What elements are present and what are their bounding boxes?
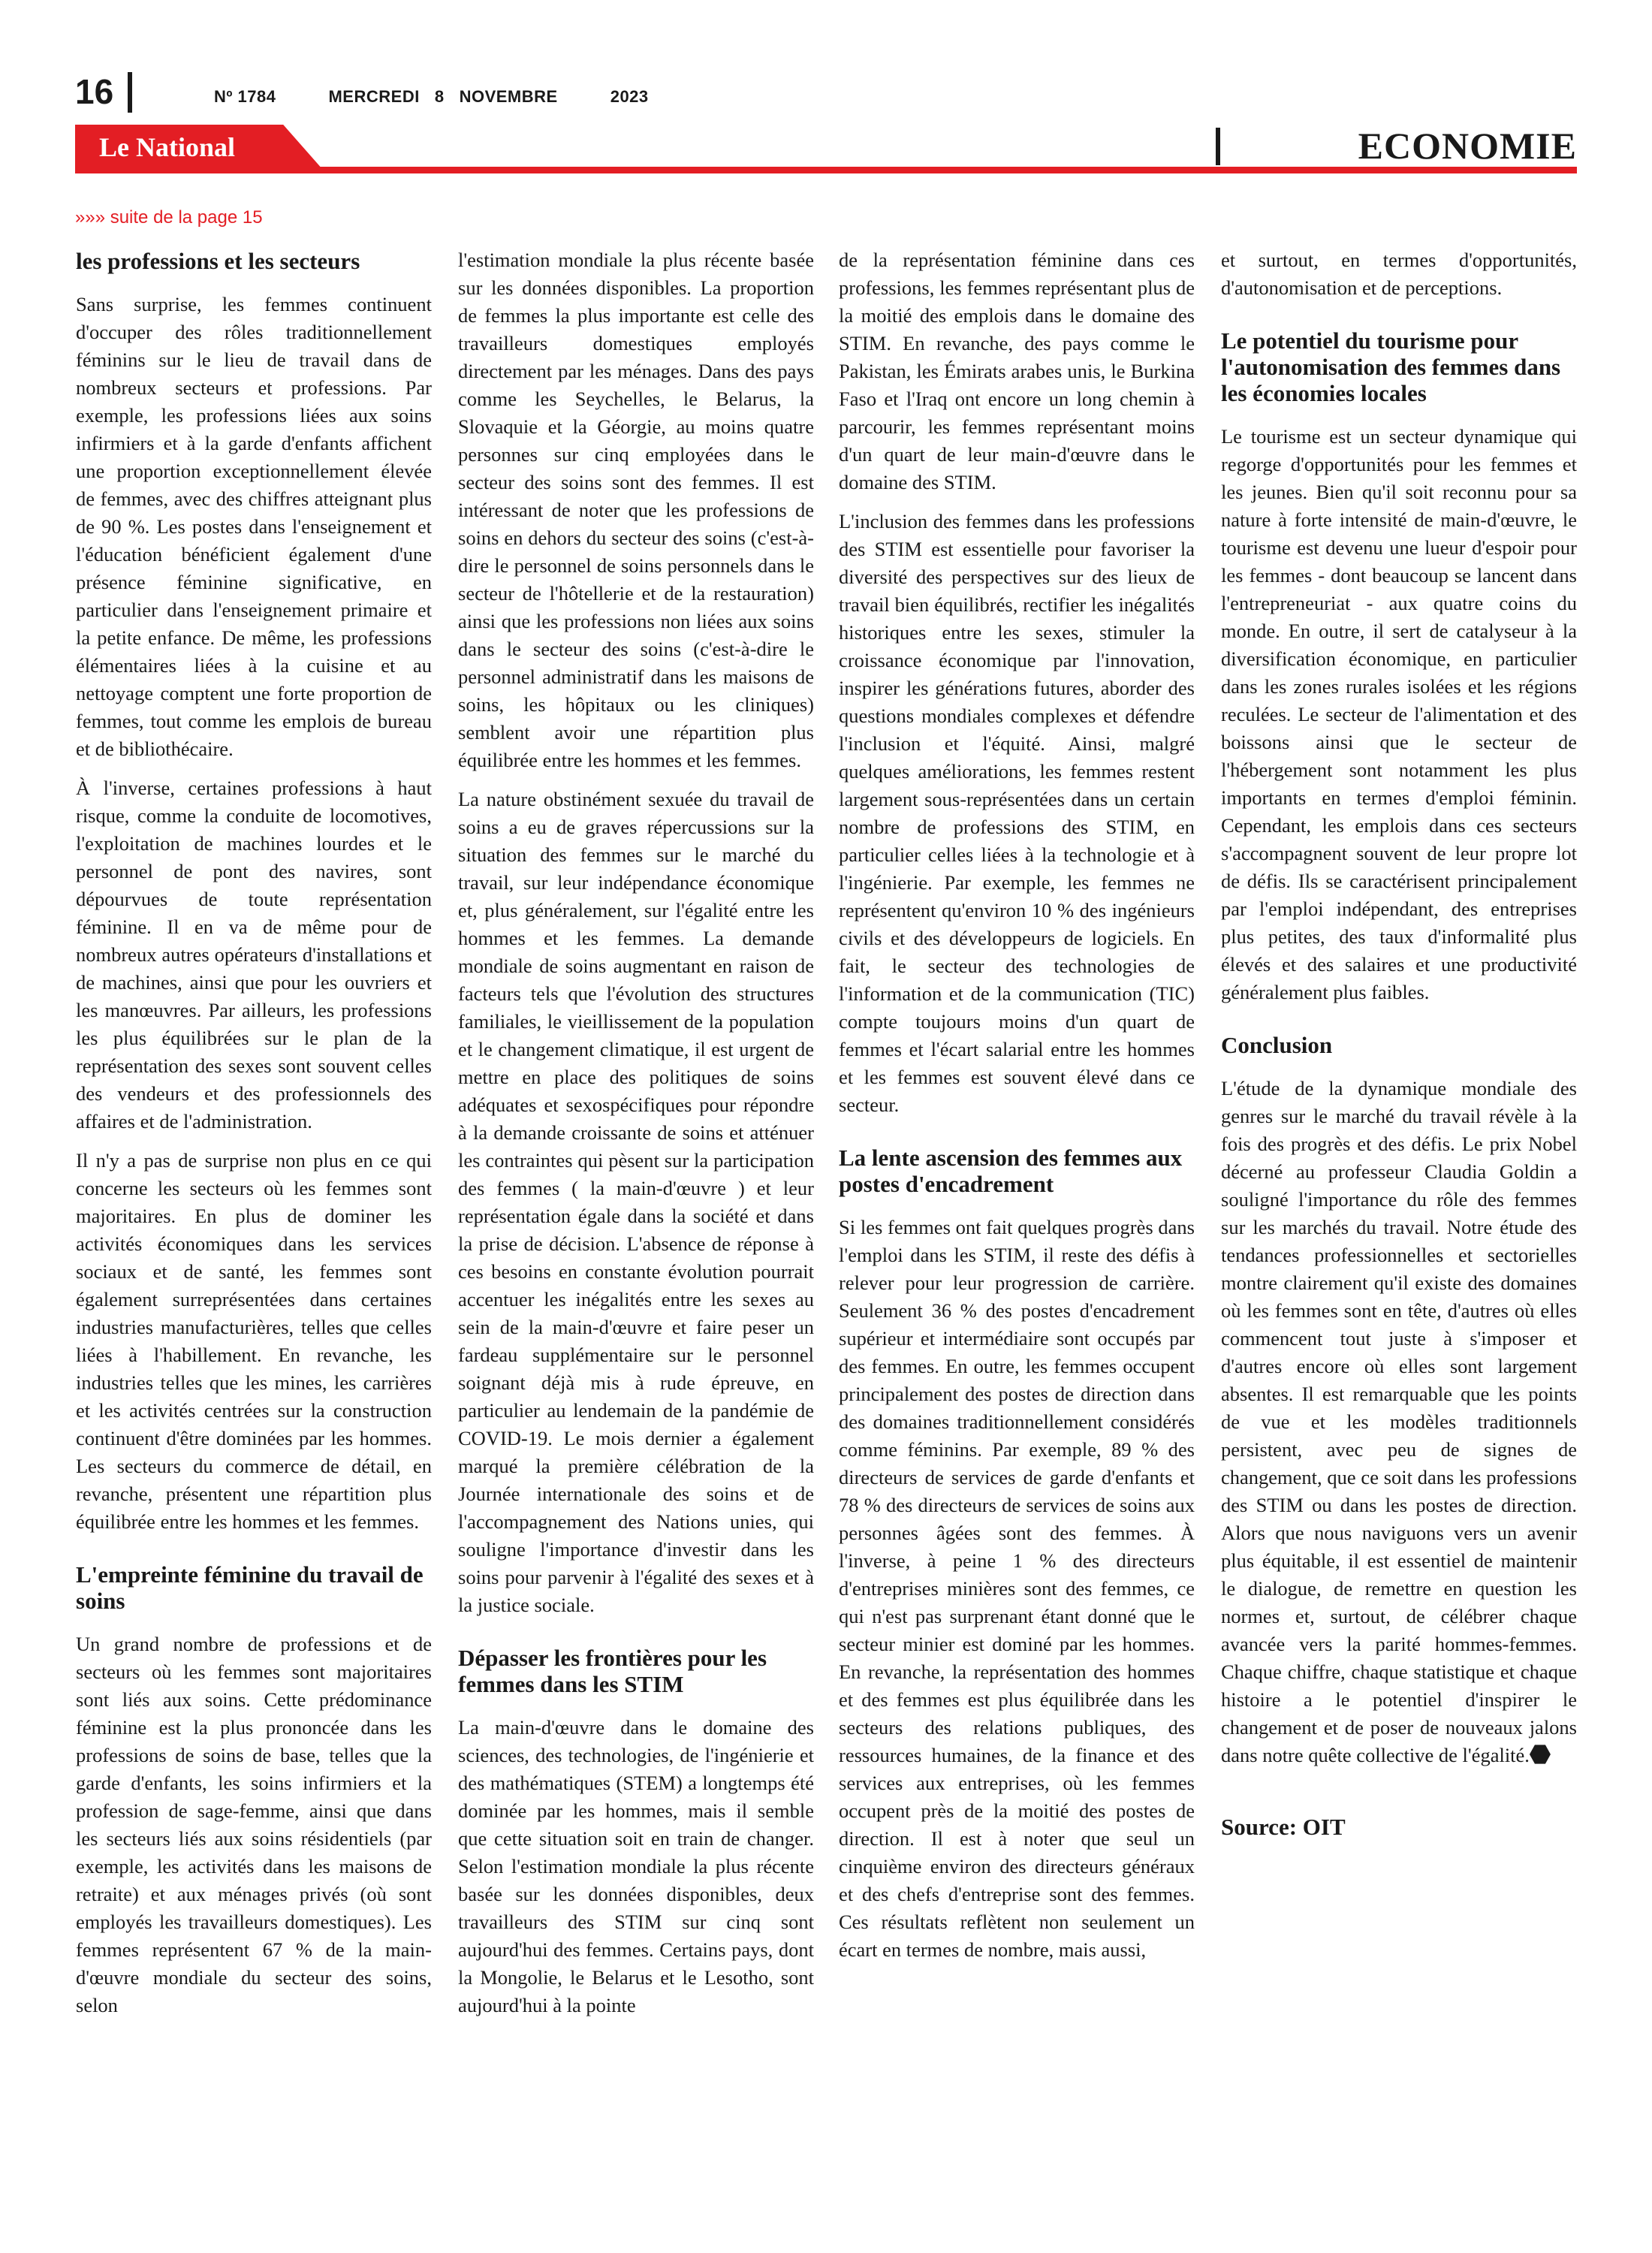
article-column-4 (1221, 246, 1577, 1841)
header-rule (75, 167, 1577, 173)
article-column-2 (458, 246, 814, 2031)
conclusion-text: L'étude de la dynamique mondiale des genres sur le marché du travail révèle à la fois des progrès et des défis. Le prix Nobel décerné au professeur Claudia Goldin a souligné l'importance du rôle des femmes sur les marchés du travail. Notre étude des tendances professionnelles et sectorielles montre clairement qu'il existe des domaines où les femmes sont en tête, d'autres où elles commencent tout juste à s'imposer et d'autres encore où elles sont largement absentes. Il est remarquable que les points de vue et les modèles traditionnels persistent, avec peu de signes de changement, que ce soit dans les professions des STIM ou dans les postes de direction. Alors que nous naviguons vers un avenir plus équitable, il est essentiel de maintenir le dialogue, de remettre en question les normes et, surtout, de célébrer chaque avancée vers la parité hommes-femmes. Chaque chiffre, chaque statistique et chaque histoire a le potentiel d'inspirer le changement et de poser de nouveaux jalons dans notre quête collective de l'égalité. (1221, 1077, 1577, 1766)
issue-date-number: 8 (434, 87, 445, 106)
subheading-management: La lente ascension des femmes aux postes d'encadrement (839, 1145, 1183, 1197)
paragraph: l'estimation mondiale la plus récente basée sur les données disponibles. La proportion de femmes la plus importante est celle des travailleurs domestiques employés directement par les ménages. Dans des pays comme les Seychelles, le Belarus, la Slovaquie et la Géorgie, au moins quatre personnes sur cinq employées dans le secteur des soins sont des femmes. Il est intéressant de noter que les professions de soins en dehors du secteur des soins (c'est-à-dire le personnel de soins personnels dans le secteur de l'hôtellerie et de la restauration) ainsi que les professions non liées aux soins dans le secteur des soins (c'est-à-dire le personnel administratif dans les maisons de soins, les hôpitaux ou les cliniques) semblent avoir une répartition plus équilibrée entre les hommes et les femmes. (458, 249, 814, 771)
issue-month: NOVEMBRE (459, 87, 558, 106)
paragraph: de la représentation féminine dans ces professions, les femmes représentant plus de la moitié des emplois dans le domaine des STIM. En revanche, des pays comme le Pakistan, les Émirats arabes unis, le Burkina Faso et l'Iraq ont encore un long chemin à parcourir, les femmes représentant moins d'un quart de leur main-d'œuvre dans le domaine des STIM. (839, 249, 1195, 493)
article-source: Source: OIT (1221, 1814, 1346, 1840)
section-divider (1216, 128, 1220, 165)
issue-year: 2023 (610, 87, 649, 106)
subheading-stem: Dépasser les frontières pour les femmes dans les STIM (458, 1645, 767, 1697)
issue-number: Nº 1784 (214, 87, 276, 106)
subheading-professions: les professions et les secteurs (76, 248, 360, 274)
page-number-divider (128, 72, 132, 113)
paragraph: Sans surprise, les femmes continuent d'occuper des rôles traditionnellement féminins sur le lieu de travail dans de nombreux secteurs et professions. Par exemple, les professions liées aux soins infirmiers et à la garde d'enfants affichent une proportion exceptionnellement élevée de femmes, avec des chiffres atteignant plus de 90 %. Les postes dans l'enseignement et l'éducation bénéficient également d'une présence féminine significative, en particulier dans l'enseignement primaire et la petite enfance. De même, les professions élémentaires liées à la cuisine et au nettoyage comptent une forte proportion de femmes, tout comme les emplois de bureau et de bibliothécaire. (76, 293, 432, 760)
continued-from-note: »»» suite de la page 15 (75, 207, 263, 228)
subheading-care-work: L'empreinte féminine du travail de soins (76, 1561, 424, 1614)
paragraph: L'inclusion des femmes dans les professions des STIM est essentielle pour favoriser la diversité des perspectives sur des lieux de travail bien équilibrés, rectifier les inégalités historiques entre les sexes, stimuler la croissance économique par l'innovation, inspirer les générations futures, aborder des questions mondiales complexes et défendre l'inclusion et l'équité. Ainsi, malgré quelques améliorations, les femmes restent largement sous-représentées dans un certain nombre de professions des STIM, en particulier celles liées à la technologie et à l'ingénierie. Par exemple, les femmes ne représentent qu'environ 10 % des ingénieurs civils et des développeurs de logiciels. En fait, le secteur des technologies de l'information et de la communication (TIC) compte toujours moins d'un quart de femmes et l'écart salarial entre les hommes et les femmes est souvent élevé dans ce secteur. (839, 510, 1195, 1116)
article-column-3 (839, 246, 1195, 1975)
paragraph: La main-d'œuvre dans le domaine des sciences, des technologies, de l'ingénierie et des mathématiques (STEM) a longtemps été dominée par les hommes, mais il semble que cette situation soit en train de changer. Selon l'estimation mondiale la plus récente basée sur les données disponibles, deux travailleurs des STIM sur cinq sont aujourd'hui des femmes. Certains pays, dont la Mongolie, le Belarus et le Lesotho, sont aujourd'hui à la pointe (458, 1716, 814, 2016)
paragraph: et surtout, en termes d'opportunités, d'autonomisation et de perceptions. (1221, 249, 1577, 299)
subheading-tourism: Le potentiel du tourisme pour l'autonomisation des femmes dans les économies locales (1221, 327, 1561, 406)
end-of-article-icon (1530, 1744, 1551, 1765)
paragraph: À l'inverse, certaines professions à haut risque, comme la conduite de locomotives, l'exploitation de machines lourdes et le personnel de pont des navires, sont dépourvues de toute représentation féminine. Il en va de même pour de nombreux autres opérateurs d'installations et de machines, ainsi que pour les ouvriers et les manœuvres. Par ailleurs, les professions les plus équilibrées sur le plan de la représentation des sexes sont souvent celles des vendeurs et des professionnels des affaires et de l'administration. (76, 777, 432, 1133)
paragraph: Il n'y a pas de surprise non plus en ce qui concerne les secteurs où les femmes sont majoritaires. En plus de dominer les activités économiques dans les services sociaux et de santé, les femmes sont également surreprésentées dans certaines industries manufacturières, telles que celles liées à l'habillement. En revanche, les industries telles que les mines, les carrières et les activités centrées sur la construction continuent d'être dominées par les hommes. Les secteurs du commerce de détail, en revanche, présentent une répartition plus équilibrée entre les hommes et les femmes. (76, 1149, 432, 1533)
page-number: 16 (75, 72, 114, 111)
subheading-conclusion: Conclusion (1221, 1032, 1333, 1058)
issue-info (214, 87, 701, 107)
paragraph: La nature obstinément sexuée du travail de soins a eu de graves répercussions sur la situation des femmes sur le marché du travail, sur leur indépendance économique et, plus généralement, sur l'égalité entre les hommes et les femmes. La demande mondiale de soins augmentant en raison de facteurs tels que l'évolution des structures familiales, le vieillissement de la population et le changement climatique, il est urgent de mettre en place des politiques de soins adéquates et sexospécifiques pour répondre à la demande croissante de soins et atténuer les contraintes qui pèsent sur la participation des femmes ( la main-d'œuvre ) et leur représentation égale dans la société et dans la prise de décision. L'absence de réponse à ces besoins en constante évolution pourrait accentuer les inégalités entre les sexes au sein de la main-d'œuvre et faire peser un fardeau supplémentaire sur le personnel soignant déjà mis à rude épreuve, en particulier au lendemain de la pandémie de COVID-19. Le mois dernier a également marqué la première célébration de la Journée internationale des soins et de l'accompagnement des Nations unies, qui souligne l'importance d'investir dans les soins pour parvenir à l'égalité des sexes et à la justice sociale. (458, 788, 814, 1616)
paragraph: Le tourisme est un secteur dynamique qui regorge d'opportunités pour les femmes et les jeunes. Bien qu'il soit reconnu pour sa nature à forte intensité de main-d'œuvre, le tourisme est devenu une lueur d'espoir pour les femmes - dont beaucoup se lancent dans l'entrepreneuriat - aux quatre coins du monde. En outre, il sert de catalyseur à la diversification économique, en particulier dans les zones rurales isolées et les régions reculées. Le secteur de l'alimentation et des boissons ainsi que le secteur de l'hébergement sont notamment les plus importants en termes d'emploi féminin. Cependant, les emplois dans ces secteurs s'accompagnent souvent de leur propre lot de défis. Ils se caractérisent principalement par l'emploi indépendant, des entreprises plus petites, des taux d'informalité plus élevés et des salaires et une productivité généralement plus faibles. (1221, 425, 1577, 1003)
issue-day: MERCREDI (328, 87, 420, 106)
paragraph-conclusion (1221, 1075, 1577, 1769)
section-title: ECONOMIE (1358, 125, 1577, 167)
paragraph: Si les femmes ont fait quelques progrès dans l'emploi dans les STIM, il reste des défis à relever pour leur progression de carrière. Seulement 36 % des postes d'encadrement supérieur et intermédiaire sont occupés par des femmes. En outre, les femmes occupent principalement des postes de direction dans des domaines traditionnellement considérés comme féminins. Par exemple, 89 % des directeurs de services de garde d'enfants et 78 % des directeurs de services de soins aux personnes âgées sont des femmes. À l'inverse, à peine 1 % des directeurs d'entreprises minières sont des femmes, ce qui n'est pas surprenant étant donné que le secteur minier est dominé par les hommes. En revanche, la représentation des hommes et des femmes est plus équilibrée dans les secteurs des relations publiques, des ressources humaines, de la finance et des services aux entreprises, où les femmes occupent près de la moitié des postes de direction. Il est à noter que seul un cinquième environ des directeurs généraux et des chefs d'entreprise sont des femmes. Ces résultats reflètent non seulement un écart en termes de nombre, mais aussi, (839, 1216, 1195, 1961)
paragraph: Un grand nombre de professions et de secteurs où les femmes sont majoritaires sont liés aux soins. Cette prédominance féminine est la plus prononcée dans les professions de soins de base, telles que la garde d'enfants, les soins infirmiers et la profession de sage-femme, ainsi que dans les secteurs liés aux soins résidentiels (par exemple, les activités dans les maisons de retraite) et aux ménages privés (où sont employés les travailleurs domestiques). Les femmes représentent 67 % de la main-d'œuvre mondiale du secteur des soins, selon (76, 1633, 432, 2016)
article-column-1 (76, 246, 432, 2031)
newspaper-name: Le National (99, 132, 236, 162)
